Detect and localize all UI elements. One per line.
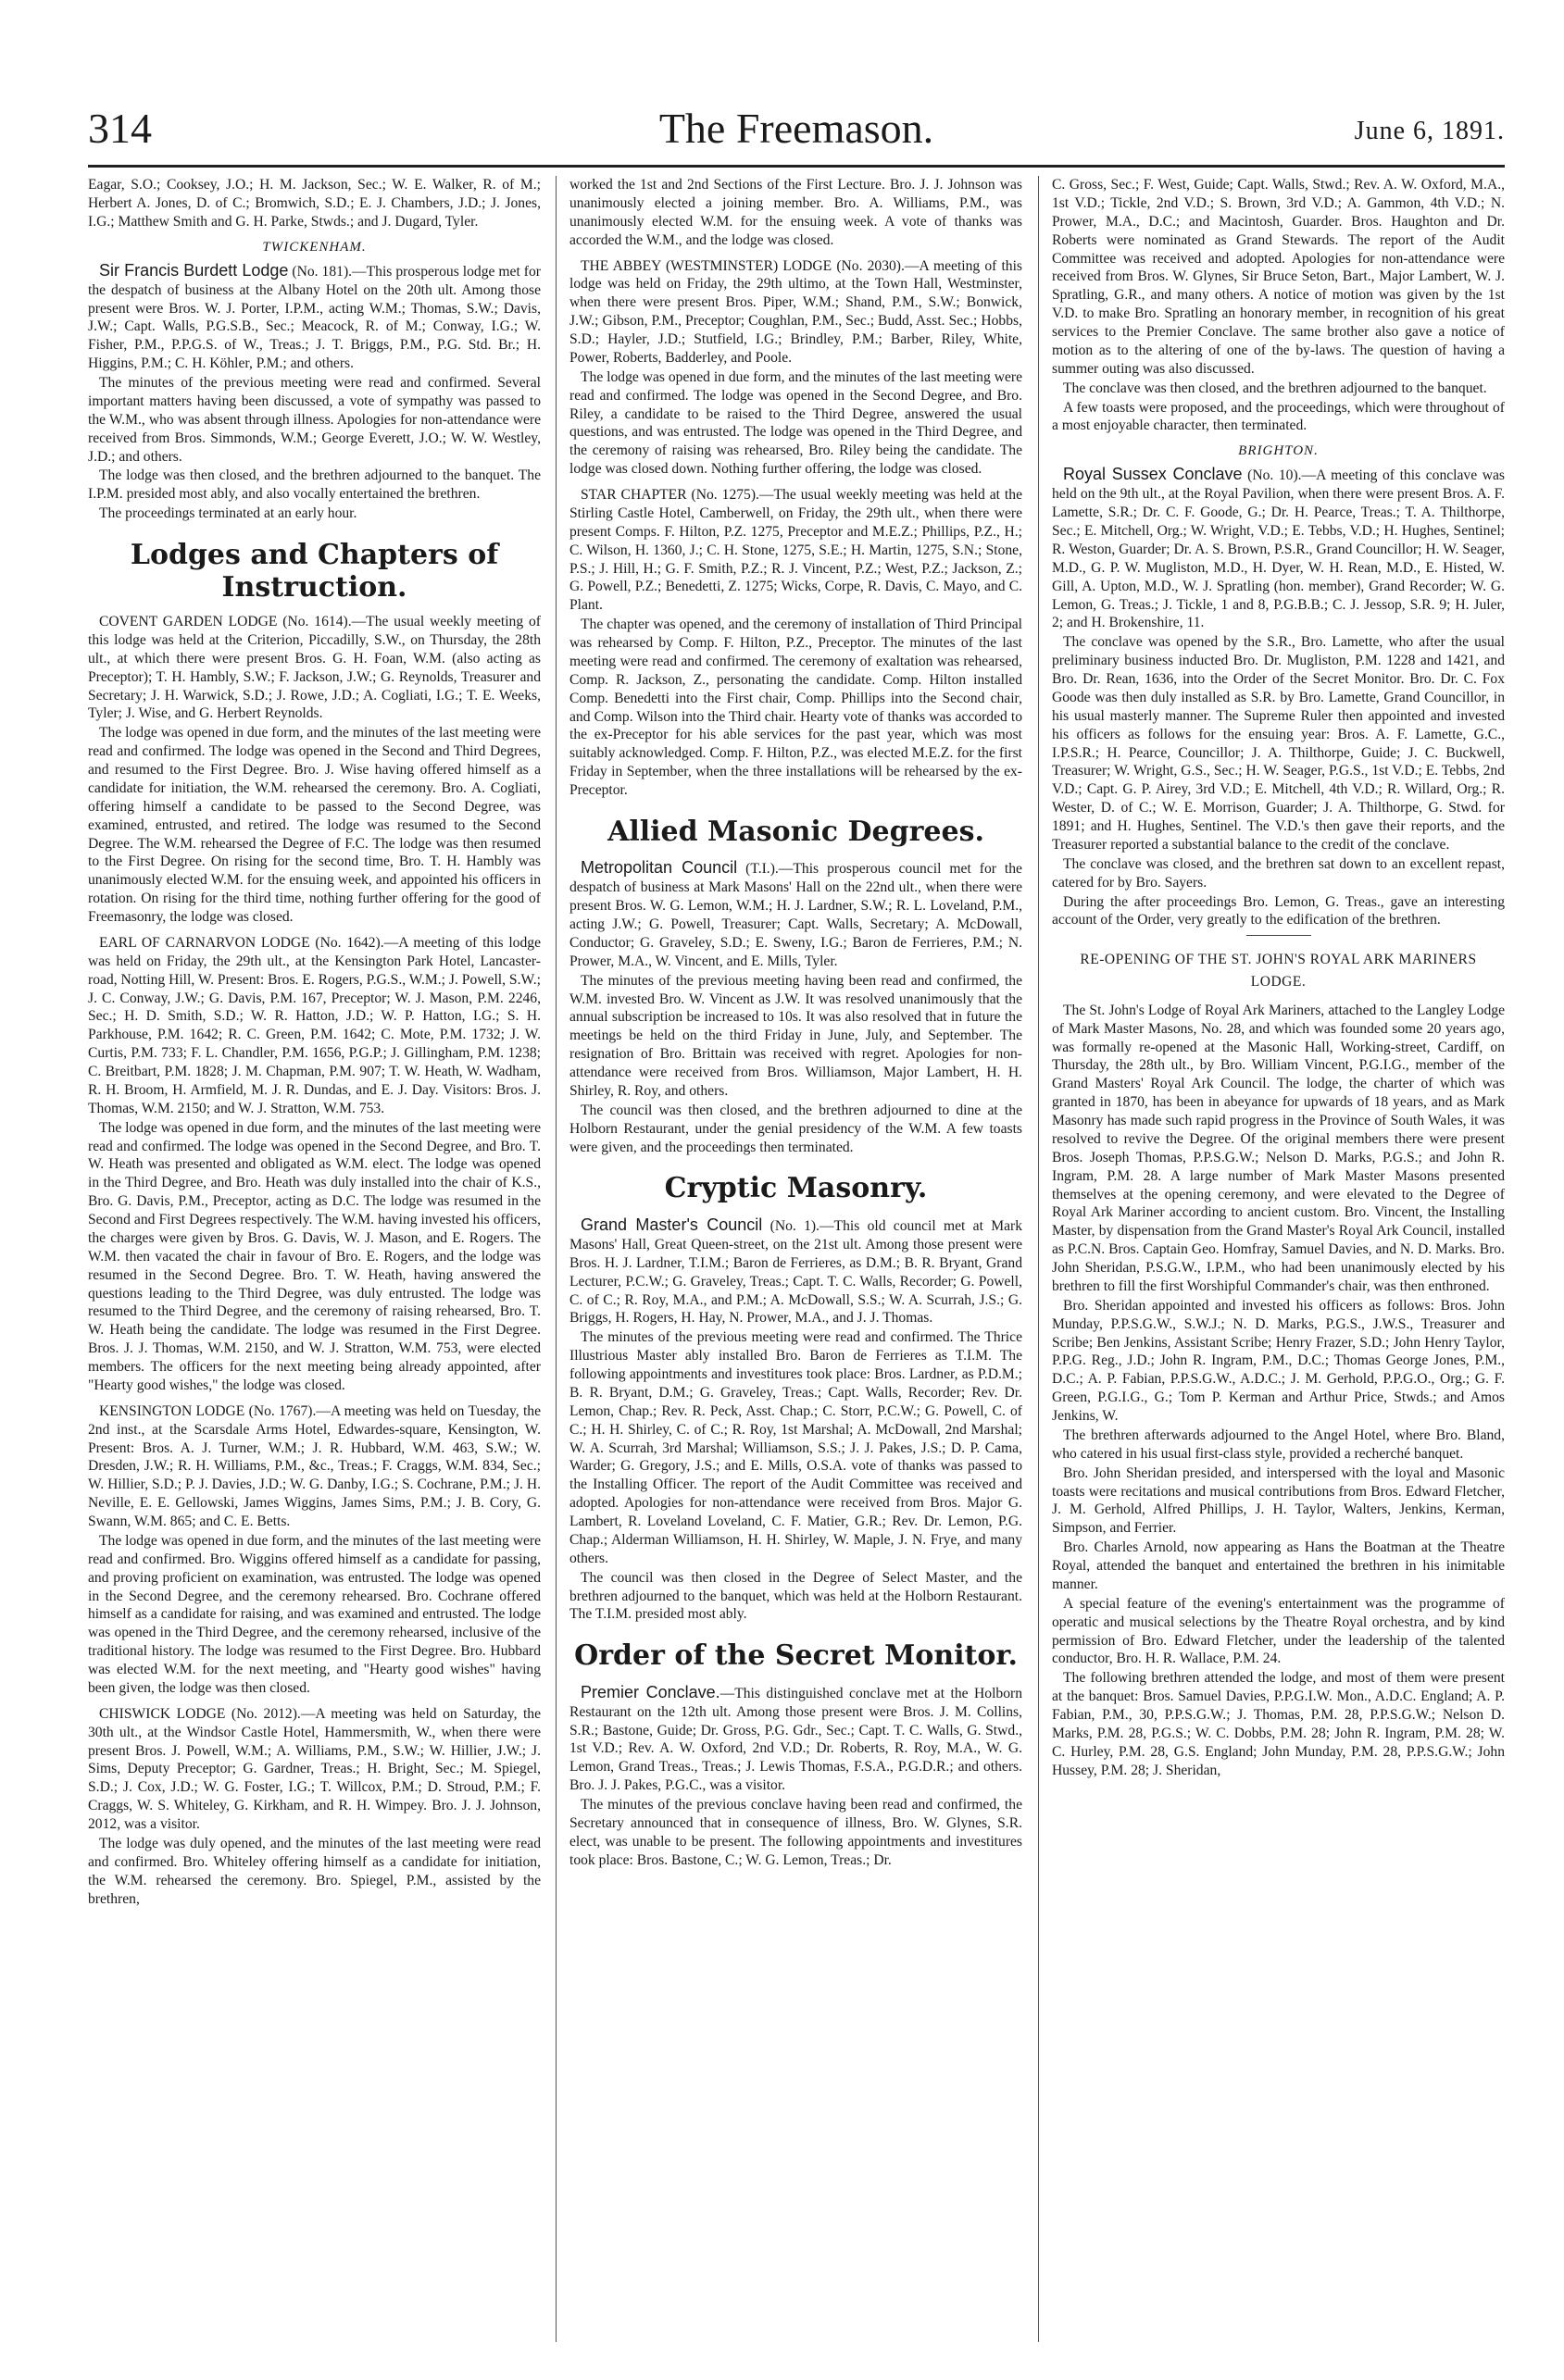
section-heading: Allied Masonic Degrees. [607, 815, 984, 848]
paragraph-text: (T.I.).—This prosperous council met for the despatch of business at Mark Masons' Hall on the 22nd ult., when there were present Bros. W. G. Lemon, W.M.; H. J. Lardner, S.W.; R. L. Loveland, P.M., acting J.W.; G. Powell, Treasurer; Capt. Walls, Secretary; A. McDowall, Conductor; G. Graveley, S.D.; E. Sweny, I.G.; Baron de Ferrieres, P.M.; N. Prower, M.A., W. Vincent, and E. Mills, Tyler. [569, 861, 1022, 969]
paragraph: The conclave was then closed, and the brethren adjourned to the banquet. [1063, 380, 1487, 396]
paragraph: The minutes of the previous meeting were read and confirmed. The Thrice Illustrious Master ably installed Bro. Baron de Ferrieres as T.I.M. The following appointments and investitures took place: Bros. Lardner, as P.D.M.; B. R. Bryant, D.M.; G. Graveley, Treas.; Capt. Walls, Recorder; Rev. Dr. Lemon, Chap.; Rev. R. Peck, Asst. Chap.; C. Storr, P.C.W.; G. Powell, C. of C.; H. H. Shirley, C. of C.; R. Roy, 1st Marshal; A. McDowall, 2nd Marshal; W. A. Scurrah, 3rd Marshal; Williamson, S.S.; J. J. Pakes, J.S.; D. P. Cama, Warder; G. Gregory, J.S.; and E. Mills, O.S.A. vote of thanks was passed to the Installing Officer. The report of the Audit Committee was received and adopted. Apologies for non-attendance were received from Bros. Major G. Lambert, R. Loveland Loveland, C. F. Matier, G.R.; Rev. Dr. Lemon, P.G. Chap.; Alderman Williamson, H. H. Shirley, W. Maple, J. N. Frye, and many others. [569, 1329, 1022, 1566]
paragraph: The minutes of the previous meeting were read and confirmed. Several important matters having been discussed, a vote of sympathy was passed to the W.M., who was absent through illness. Apologies for non-attendance were received from Bros. Simmonds, W.M.; George Everett, J.O.; W. W. Westley, J.D.; and others. [88, 375, 541, 465]
paragraph: The minutes of the previous meeting having been read and confirmed, the W.M. invested Bro. W. Vincent as J.W. It was resolved unanimously that the annual subscription be increased to 10s. It was also resolved that in future the meetings be held on the third Friday in June, July, and September. The resignation of Bro. Brittain was received with regret. Apologies for non-attendance were received from Bros. Williamson, Major Lambert, H. H. Shirley, R. Roy, and others. [569, 972, 1022, 1099]
council-title: Grand Master's Council [581, 1215, 763, 1234]
paragraph: C. Gross, Sec.; F. West, Guide; Capt. Walls, Stwd.; Rev. A. W. Oxford, M.A., 1st V.D.; Tickle, 2nd V.D.; S. Brown, 3rd V.D.; A. Gammon, 4th V.D.; N. Prower, M.A., D.C.; and Macintosh, Guarder. Bros. Haughton and Dr. Roberts were nominated as Grand Stewards. The report of the Audit Committee was received and adopted. Apologies for non-attendance were received from Bros. W. Glynes, Sir Bruce Seton, Bart., Major Lambert, W. J. Spratling, G.R., and many others. A notice of motion was given by the 1st V.D. to make Bro. Spratling an honorary member, in recognition of his great services to the Premier Conclave. The same brother also gave a notice of motion as to the altering of one of the by-laws. The question of having a summer outing was also discussed. [1052, 177, 1505, 377]
paragraph: The lodge was duly opened, and the minutes of the last meeting were read and confirmed. Bro. Whiteley offering himself as a candidate for initiation, the W.M. rehearsed the ceremony. Bro. Spiegel, P.M., assisted by the brethren, [88, 1835, 541, 1907]
masthead-rule [88, 165, 1505, 168]
section-heading: Lodges and Chapters of Instruction. [130, 539, 499, 604]
paragraph: A few toasts were proposed, and the proceedings, which were throughout of a most enjoyable character, then terminated. [1052, 399, 1505, 434]
paragraph: The lodge was then closed, and the brethren adjourned to the banquet. The I.P.M. presided most ably, and also vocally entertained the brethren. [88, 467, 541, 503]
conclave-title: Royal Sussex Conclave [1063, 465, 1243, 484]
article-heading: RE-OPENING OF THE ST. JOHN'S ROYAL ARK MARINERS LODGE. [1080, 952, 1477, 990]
paragraph: The lodge was opened in due form, and the minutes of the last meeting were read and confirmed. Bro. Wiggins offered himself as a candidate for passing, and proving proficient on examination, was entrusted. The lodge was opened in the Second Degree, and the ceremony rehearsed. Bro. Cochrane offered himself as a candidate for raising, and was examined and entrusted. The lodge was opened in the Third Degree, and the ceremony rehearsed, inclusive of the traditional history. The lodge was resumed to the First Degree. Bro. Hubbard was elected W.M. for the next meeting, and "Hearty good wishes" having been given, the lodge was then closed. [88, 1532, 541, 1696]
paragraph: STAR CHAPTER (No. 1275).—The usual weekly meeting was held at the Stirling Castle Hotel, Camberwell, on Friday, the 29th ult., when there were present Comps. F. Hilton, P.Z. 1275, Preceptor and M.E.Z.; Phillips, P.Z., H.; C. Wilson, H. 1360, J.; C. H. Stone, 1275, S.E.; H. Martin, 1275, S.N.; Stone, P.S.; J. Hill, H.; G. F. Smith, P.Z.; R. J. Vincent, P.Z.; West, P.Z.; Jackson, Z.; G. Powell, P.Z.; Benedetti, Z. 1275; Wicks, Corpe, R. Davis, C. Mayo, and C. Plant. [569, 487, 1022, 614]
paragraph: The conclave was opened by the S.R., Bro. Lamette, who after the usual preliminary business inducted Bro. Dr. Mugliston, P.M. 1228 and 1421, and Bro. Dr. Rean, 1636, into the Order of the Secret Monitor. Bro. Dr. C. Fox Goode was then duly installed as S.R. by Bro. Lamette, Grand Councillor, in his usual masterly manner. The Supreme Ruler then appointed and invested his officers as follows for the ensuing year: Bros. A. F. Lamette, G.C., I.P.S.R.; H. Pearce, Councillor; J. A. Thilthorpe, Guide; J. C. Buckwell, Treasurer; W. Wright, G.S., Sec.; H. W. Seager, P.G.S., 1st V.D.; E. Tebbs, 2nd V.D.; Capt. G. P. Airey, 3rd V.D.; E. Mitchell, 4th V.D.; R. Willard, Org.; R. Wester, D. of C.; W. E. Morrison, Guarder; J. A. Thilthorpe, G. Stwd. for 1891; and H. Hughes, Sentinel. The V.D.'s then gave their reports, and the Treasurer reported a substantial balance to the credit of the conclave. [1052, 634, 1505, 853]
page-number: 314 [88, 105, 152, 152]
paragraph: The minutes of the previous conclave having been read and confirmed, the Secretary announced that in consequence of illness, Bro. W. Glynes, S.R. elect, was unable to be present. The following appointments and investitures took place: Bros. Bastone, C.; W. G. Lemon, Treas.; Dr. [569, 1797, 1022, 1868]
paragraph [569, 857, 1022, 970]
paragraph: KENSINGTON LODGE (No. 1767).—A meeting was held on Tuesday, the 2nd inst., at the Scarsdale Arms Hotel, Edwardes-square, Kensington, W. Present: Bros. A. J. Turner, W.M.; J. R. Hubbard, W.M. 463, S.W.; W. Dresden, J.W.; R. H. Williams, P.M., &c., Treas.; F. Craggs, W.M. 834, Sec.; W. Hillier, S.D.; P. J. Davies, J.D.; W. G. Danby, I.G.; S. Cochrane, P.M.; J. H. Neville, E. E. Gellowski, James Wiggins, James Sims, P.M.; J. B. Cory, G. Swann, W.M. 865; and C. E. Betts. [88, 1402, 541, 1530]
paragraph: THE ABBEY (WESTMINSTER) LODGE (No. 2030).—A meeting of this lodge was held on Friday, the 29th ultimo, at the Town Hall, Westminster, when there were present Bros. Piper, W.M.; Shand, P.M., S.W.; Bonwick, J.W.; Gibson, P.M., Preceptor; Coughlan, P.M., Sec.; Budd, Asst. Sec.; Hobbs, S.D.; Hayler, J.D.; Stutfield, I.G.; Brindley, P.M.; Barber, Riley, White, Power, Roberts, Badderley, and Poole. [569, 257, 1022, 366]
paragraph: Bro. Sheridan appointed and invested his officers as follows: Bros. John Munday, P.P.S.G.W., S.W.J.; N. D. Marks, P.G.S., J.W.S., Treasurer and Scribe; Ben Jenkins, Assistant Scribe; Henry Frazer, S.D.; John Henry Taylor, P.P.G. Reg., J.D.; John R. Ingram, P.M., D.C.; Thomas George Jones, P.M., D.C.; A. P. Fabian, P.P.S.G.W., A.D.C.; J. M. Gerhold, P.P.G.O., Org.; G. F. Green, P.G.I.G., G.; Tom P. Kerman and Arthur Price, Stwds.; and Amos Jenkins, W. [1052, 1297, 1505, 1425]
paragraph: The lodge was opened in due form, and the minutes of the last meeting were read and confirmed. The lodge was opened in the Second Degree, and Bro. T. W. Heath was presented and obligated as W.M. elect. The lodge was opened in the Third Degree, and Bro. Heath was duly installed into the chair of K.S., Bro. G. Davis, P.M., Preceptor, acting as D.C. The lodge was resumed in the Second and First Degrees respectively. The W.M. having invested his officers, the charges were given by Bros. G. Davis, W. J. Mason, and E. Rogers. The W.M. then vacated the chair in favour of Bro. E. Rogers, and the lodge was resumed in the Second Degree. Bro. T. W. Heath, having answered the questions leading to the Third Degree, was duly entrusted. The lodge was resumed to the Third Degree, and the ceremony of raising rehearsed, Bro. T. W. Heath being the candidate. The lodge was resumed in the First Degree. Bros. J. J. Thomas, W.M. 2150, and W. J. Stratton, W.M. 753, were elected members. The officers for the next meeting being already appointed, after "Hearty good wishes," the lodge was closed. [88, 1119, 541, 1393]
paragraph: The conclave was closed, and the brethren sat down to an excellent repast, catered for by Bro. Sayers. [1052, 855, 1505, 891]
place-heading: BRIGHTON. [1238, 443, 1319, 459]
paragraph: worked the 1st and 2nd Sections of the First Lecture. Bro. J. J. Johnson was unanimously elected a joining member. Bro. A. Williams, P.M., was unanimously elected W.M. for the ensuing week. A vote of thanks was accorded the W.M., and the lodge was closed. [569, 177, 1022, 248]
section-heading: Cryptic Masonry. [664, 1172, 928, 1205]
paragraph: The St. John's Lodge of Royal Ark Mariners, attached to the Langley Lodge of Mark Master Masons, No. 28, and which was founded some 20 years ago, was formally re-opened at the Masonic Hall, Working-street, Cardiff, on Thursday, the 28th ult., by Bro. William Vincent, P.G.I.G., member of the Grand Masters' Royal Ark Council. The lodge, the charter of which was granted in 1870, has been in abeyance for upwards of 18 years, and as Mark Masonry has made such rapid progress in the Province of South Wales, it was resolved to revive the Degree. Of the original members there were present Bros. Joseph Thomas, P.P.S.G.W.; Nelson D. Marks, P.G.S.; and John R. Ingram, P.M. 28. A large number of Mark Master Masons presented themselves at the opening ceremony, and were elevated to the Degree of Royal Ark Mariner according to ancient custom. Bro. Vincent, the Installing Master, by dispensation from the Grand Master's Royal Ark Council, installed as P.C.N. Bros. Captain Geo. Homfray, Samuel Davies, and N. D. Marks. Bro. John Sheridan, P.S.G.W., I.P.M., who had been unanimously elected by his brethren to fill the first Worshipful Commander's chair, was then enthroned. [1052, 1002, 1505, 1294]
paragraph: The brethren afterwards adjourned to the Angel Hotel, where Bro. Bland, who catered in his usual first-class style, provided a recherché banquet. [1052, 1427, 1505, 1462]
council-title: Metropolitan Council [581, 858, 738, 878]
paragraph: COVENT GARDEN LODGE (No. 1614).—The usual weekly meeting of this lodge was held at the Criterion, Piccadilly, S.W., on Thursday, the 28th ult., at which there were present Bros. G. H. Foan, W.M. (also acting as Preceptor); T. H. Hambly, S.W.; F. Jackson, J.W.; G. Reynolds, Treasurer and Secretary; J. H. Warwick, S.D.; J. Rowe, J.D.; A. Cogliati, I.G.; T. E. Weeks, Tyler; J. Wise, and G. Herbert Reynolds. [88, 614, 541, 722]
column-separator [1038, 176, 1039, 2342]
paragraph [569, 1215, 1022, 1327]
paragraph: The council was then closed in the Degree of Select Master, and the brethren adjourned to the banquet, which was held at the Holborn Restaurant. The T.I.M. presided most ably. [569, 1569, 1022, 1623]
divider [1246, 935, 1311, 936]
article-columns [88, 176, 1505, 2361]
paragraph-text: (No. 1).—This old council met at Mark Masons' Hall, Great Queen-street, on the 21st ult. Among those present were Bros. H. J. Lardner, T.I.M.; Baron de Ferrieres, as D.M.; B. R. Bryant, Grand Lecturer, P.C.W.; G. Graveley, Treas.; Capt. T. C. Walls, Recorder; G. Powell, C. of C.; R. Roy, M.A., and P.M.; A. McDowall, S.S.; W. A. Scurrah, J.S.; G. Briggs, H. Rogers, H. Hay, N. Prower, M.A., and J. J. Thomas. [569, 1217, 1022, 1327]
paragraph: The lodge was opened in due form, and the minutes of the last meeting were read and confirmed. The lodge was opened in the Second Degree, and Bro. Riley, a candidate to be raised to the Third Degree, answered the usual questions, and was entrusted. The lodge was opened in the Third Degree, and the ceremony of raising was rehearsed, Bro. Riley being the candidate. The lodge was closed down. Nothing further offering, the lodge was closed. [569, 368, 1022, 478]
masthead [88, 104, 1505, 159]
paragraph [569, 1682, 1022, 1795]
issue-date: June 6, 1891. [1354, 117, 1505, 145]
paragraph: Bro. John Sheridan presided, and interspersed with the loyal and Masonic toasts were recitations and musical contributions from Bros. Edward Fletcher, J. M. Gerhold, Alfred Phillips, J. H. Taylor, Walters, Jenkins, Kerman, Simpson, and Ferrier. [1052, 1464, 1505, 1537]
paragraph-text: (No. 10).—A meeting of this conclave was held on the 9th ult., at the Royal Pavilion, when there were present Bros. A. F. Lamette, S.R.; Dr. C. F. Goode, G.; Dr. H. Pearce, Treas.; T. A. Thilthorpe, Sec.; E. Mitchell, Org.; W. Wright, V.D.; E. Tebbs, V.D.; H. Hughes, Sentinel; R. Weston, Guarder; Dr. A. S. Brown, P.S.R., Grand Councillor; H. W. Seager, M.D., G. P. W. Mugliston, M.D., H. Dyer, W. H. Rean, M.D., E. Histed, W. Gill, A. Upton, M.D., W. J. Spratling (hon. member), Grand Recorder; W. G. Lemon, G. Treas.; J. Tickle, 1 and 8, P.G.B.B.; C. J. Jessop, S.R. 9; H. Juler, 2; and H. Brokenshire, 11. [1052, 467, 1505, 631]
column-1 [88, 176, 541, 2361]
paragraph-text: (No. 181).—This prosperous lodge met for the despatch of business at the Albany Hotel on the 20th ult. Among those present were Bros. W. J. Porter, I.P.M., acting W.M.; Thomas, S.W.; Davis, J.W.; Capt. Walls, P.G.S.B., Sec.; Meacock, R. of M.; Conway, I.G.; W. Fisher, P.M., P.P.G.S. of W., Treas.; J. T. Briggs, P.M., P.G. Std. Br.; H. Higgins, P.M.; C. H. Köhler, P.M.; and others. [88, 263, 541, 372]
paragraph: The following brethren attended the lodge, and most of them were present at the banquet: Bros. Samuel Davies, P.P.G.I.W. Mon., A.D.C. England; A. P. Fabian, P.M., 30, P.P.S.G.W.; J. Thomas, P.M. 28, P.P.S.G.W.; Nelson D. Marks, P.M. 28, P.G.S.; W. C. Dobbs, P.M. 28; John R. Ingram, P.M. 28; W. C. Hurley, P.M. 28, G.S. England; John Munday, P.M. 28, P.P.S.G.W.; John Hussey, P.M. 28; J. Sheridan, [1052, 1670, 1505, 1778]
column-separator [556, 176, 557, 2342]
paragraph-text: —This distinguished conclave met at the Holborn Restaurant on the 12th ult. Among those present were Bros. J. M. Collins, S.R.; Bastone, Guide; Dr. Gross, P.G. Gdr., Sec.; Capt. T. C. Walls, G. Stwd., 1st V.D.; Rev. A. W. Oxford, 2nd V.D.; Dr. Roberts, R. Roy, M.A., W. G. Lemon, Grand Treas., Treas.; J. Lewis Thomas, F.S.A., P.G.D.R.; and others. Bro. J. J. Pakes, P.G.C., was a visitor. [569, 1685, 1022, 1794]
column-2 [569, 176, 1022, 2361]
conclave-title: Premier Conclave. [581, 1682, 720, 1701]
place-heading: TWICKENHAM. [262, 239, 367, 255]
paragraph: During the after proceedings Bro. Lemon, G. Treas., gave an interesting account of the Order, very greatly to the edification of the brethren. [1052, 893, 1505, 928]
paragraph: The lodge was opened in due form, and the minutes of the last meeting were read and confirmed. The lodge was opened in the Second and Third Degrees, and resumed to the First Degree. Bro. J. Wise having offered himself as a candidate for initiation, the W.M. rehearsed the ceremony. Bro. A. Cogliati, offering himself a candidate to be passed to the Second Degree, was examined, entrusted, and retired. The lodge was resumed to the Second Degree. The W.M. rehearsed the Degree of F.C. The lodge was then resumed to the First Degree. On rising for the second time, Bro. T. H. Hambly was unanimously elected W.M. for the ensuing week, and appointed his officers in rotation. On rising for the third time, nothing further offering for the good of Freemasonry, the lodge was closed. [88, 725, 541, 926]
paragraph: The chapter was opened, and the ceremony of installation of Third Principal was rehearsed by Comp. F. Hilton, P.Z., Preceptor. The minutes of the last meeting were read and confirmed. The ceremony of exaltation was rehearsed, Comp. R. Jackson, Z., personating the candidate. Comp. Hilton installed Comp. Benedetti into the First chair, Comp. Phillips into the Second chair, and Comp. Wilson into the Third chair. Hearty vote of thanks was accorded to the ex-Preceptor for his able services for the past year, which was most suitably acknowledged. Comp. F. Hilton, P.Z., was elected M.E.Z. for the first Friday in September, when the three installations will be rehearsed by the ex-Preceptor. [569, 617, 1022, 798]
paragraph: The proceedings terminated at an early hour. [99, 505, 357, 522]
paragraph: A special feature of the evening's entertainment was the programme of operatic and musical selections by the Theatre Royal orchestra, and by kind permission of Bro. Edward Fletcher, under the leadership of the talented conductor, Bro. H. R. Wallace, P.M. 24. [1052, 1595, 1505, 1667]
column-3 [1052, 176, 1505, 2361]
paragraph: CHISWICK LODGE (No. 2012).—A meeting was held on Saturday, the 30th ult., at the Windsor Castle Hotel, Hammersmith, W., when there were present Bros. J. Powell, W.M.; A. Williams, P.M., S.W.; W. Hillier, J.W.; J. Sims, Deputy Preceptor; G. Gardner, Treas.; H. Bright, Sec.; M. Spiegel, S.D.; J. Cox, J.D.; W. G. Foster, I.G.; T. Willcox, P.M.; D. Stroud, P.M.; F. Craggs, W. S. Whiteley, G. Kirkham, and R. H. Wimpey. Bro. J. J. Johnson, 2012, was a visitor. [88, 1705, 541, 1833]
paragraph: Eagar, S.O.; Cooksey, J.O.; H. M. Jackson, Sec.; W. E. Walker, R. of M.; Herbert A. Jones, D. of C.; Bromwich, S.D.; E. J. Chambers, J.D.; J. Jones, I.G.; Matthew Smith and G. H. Parke, Stwds.; and J. Dugard, Tyler. [88, 177, 541, 230]
paragraph [1052, 464, 1505, 632]
paragraph [88, 260, 541, 373]
lodge-title: Sir Francis Burdett Lodge [99, 260, 289, 280]
section-heading: Order of the Secret Monitor. [574, 1639, 1018, 1673]
paragraph: EARL OF CARNARVON LODGE (No. 1642).—A meeting of this lodge was held on Friday, the 29th ult., at the Kensington Park Hotel, Lancaster-road, Notting Hill, W. Present: Bros. E. Rogers, P.G.S., W.M.; J. Powell, S.W.; J. C. Conway, J.W.; G. Davis, P.M. 167, Preceptor; W. J. Mason, P.M. 2246, Sec.; H. D. Smith, S.D.; W. R. Hatton, J.D.; W. P. Hatton, I.G.; S. H. Parkhouse, P.M. 1642; R. C. Green, P.M. 1642; C. Mote, P.M. 1732; J. W. Curtis, P.M. 733; F. L. Chandler, P.M. 1656, P.G.P.; J. Gillingham, P.M. 1238; C. Breitbart, P.M. 1828; J. M. Chapman, P.M. 907; T. W. Heath, W. Wadham, R. H. Broom, H. Armfield, M. J. R. Dundas, and E. J. Day. Visitors: Bros. J. Thomas, W.M. 2150; and W. J. Stratton, W.M. 753. [88, 934, 541, 1116]
paragraph: The council was then closed, and the brethren adjourned to dine at the Holborn Restaurant, under the genial presidency of the W.M. A few toasts were given, and the proceedings then terminated. [569, 1102, 1022, 1155]
newspaper-title: The Freemason. [658, 105, 934, 152]
paragraph: Bro. Charles Arnold, now appearing as Hans the Boatman at the Theatre Royal, attended the banquet and entertained the brethren in his inimitable manner. [1052, 1539, 1505, 1592]
